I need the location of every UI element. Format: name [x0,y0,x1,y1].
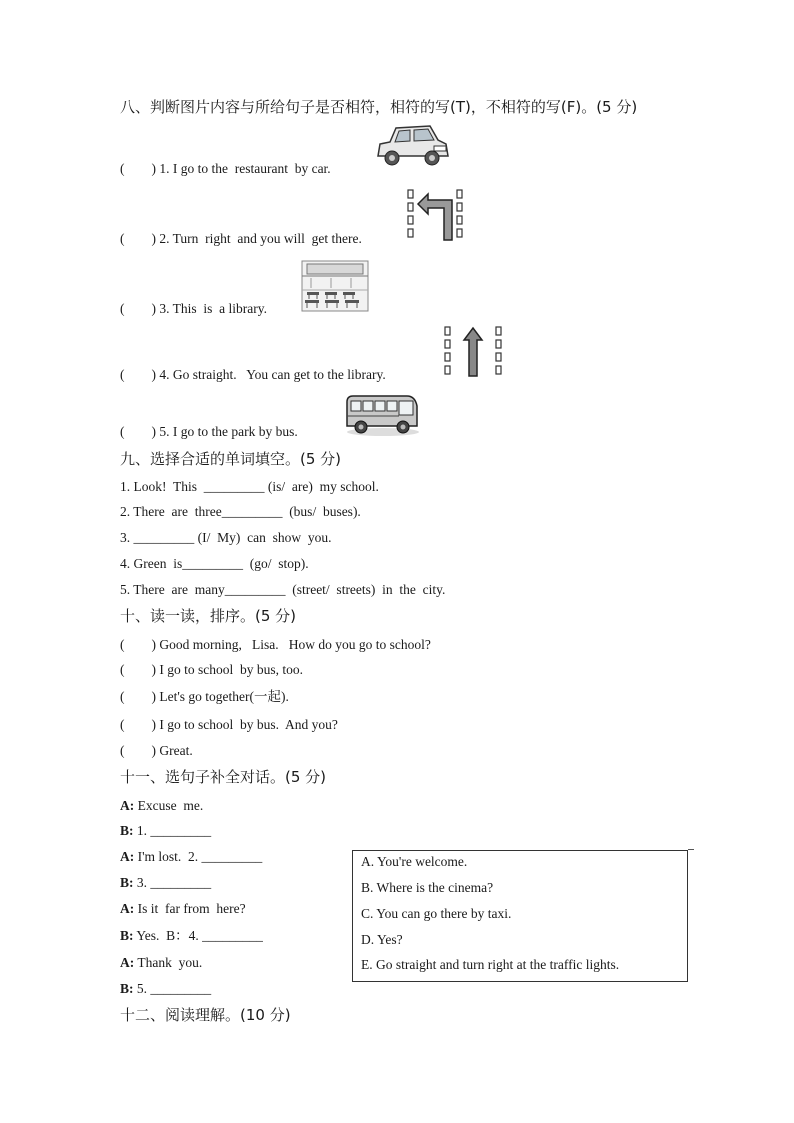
s10-item-5: ( ) Great. [120,743,193,758]
dialogue-line-4 [120,874,211,892]
speaker: A: [120,955,135,970]
s10-item-2: ( ) I go to school by bus, too. [120,662,303,677]
section-11-heading: 十一、选句子补全对话。(5 分) [120,768,327,786]
dialogue-text: Is it far from here? [134,901,246,916]
dialogue-text: Thank you. [134,955,203,970]
dialogue-line-6 [120,927,263,945]
speaker: B: [120,928,134,943]
speaker: B: [120,823,134,838]
s8-item-3: ( ) 3. This is a library. [120,301,267,316]
option-c: C. You can go there by taxi. [361,906,512,921]
s9-item-3: 3. _________ (I/ My) can show you. [120,530,332,545]
dialogue-text: I'm lost. 2. _________ [134,849,263,864]
dialogue-line-5 [120,900,246,918]
options-box [352,850,688,982]
s8-item-5: ( ) 5. I go to the park by bus. [120,424,298,439]
speaker: A: [120,901,135,916]
speaker: A: [120,849,135,864]
s10-item-1: ( ) Good morning, Lisa. How do you go to school? [120,637,431,652]
straight-arrow-icon [442,324,506,380]
dialogue-line-7 [120,954,202,972]
section-10-heading: 十、读一读，排序。(5 分) [120,607,297,625]
speaker: A: [120,798,135,813]
option-d: D. Yes? [361,932,403,947]
classroom-icon [301,260,369,312]
speaker: B: [120,875,134,890]
car-icon [372,122,452,172]
speaker: B: [120,981,134,996]
dialogue-text: Yes. B：4. _________ [133,928,263,943]
s9-item-2: 2. There are three_________ (bus/ buses). [120,504,361,519]
option-e: E. Go straight and turn right at the traffic lights. [361,957,620,972]
turn-left-arrow-icon [404,186,468,242]
dialogue-line-3 [120,848,262,866]
dialogue-line-2 [120,822,211,840]
box-corner-mark [688,849,694,850]
option-a: A. You're welcome. [361,854,468,869]
section-8-heading: 八、判断图片内容与所给句子是否相符，相符的写(T)，不相符的写(F)。(5 分) [120,98,638,116]
dialogue-line-8 [120,980,211,998]
s9-item-5: 5. There are many_________ (street/ streets) in the city. [120,582,446,597]
s10-item-3: ( ) Let's go together(一起). [120,689,289,704]
s9-item-1: 1. Look! This _________ (is/ are) my school. [120,479,379,494]
s9-item-4: 4. Green is_________ (go/ stop). [120,556,309,571]
dialogue-text: 3. _________ [133,875,212,890]
s8-item-1: ( ) 1. I go to the restaurant by car. [120,161,331,176]
section-9-heading: 九、选择合适的单词填空。(5 分) [120,450,342,468]
bus-icon [343,392,421,438]
dialogue-text: 1. _________ [133,823,212,838]
s8-item-2: ( ) 2. Turn right and you will get there. [120,231,362,246]
dialogue-line-1 [120,797,203,815]
s10-item-4: ( ) I go to school by bus. And you? [120,717,338,732]
dialogue-text: Excuse me. [134,798,204,813]
s8-item-4: ( ) 4. Go straight. You can get to the library. [120,367,386,382]
dialogue-text: 5. _________ [133,981,212,996]
option-b: B. Where is the cinema? [361,880,494,895]
section-12-heading: 十二、阅读理解。(10 分) [120,1006,291,1024]
